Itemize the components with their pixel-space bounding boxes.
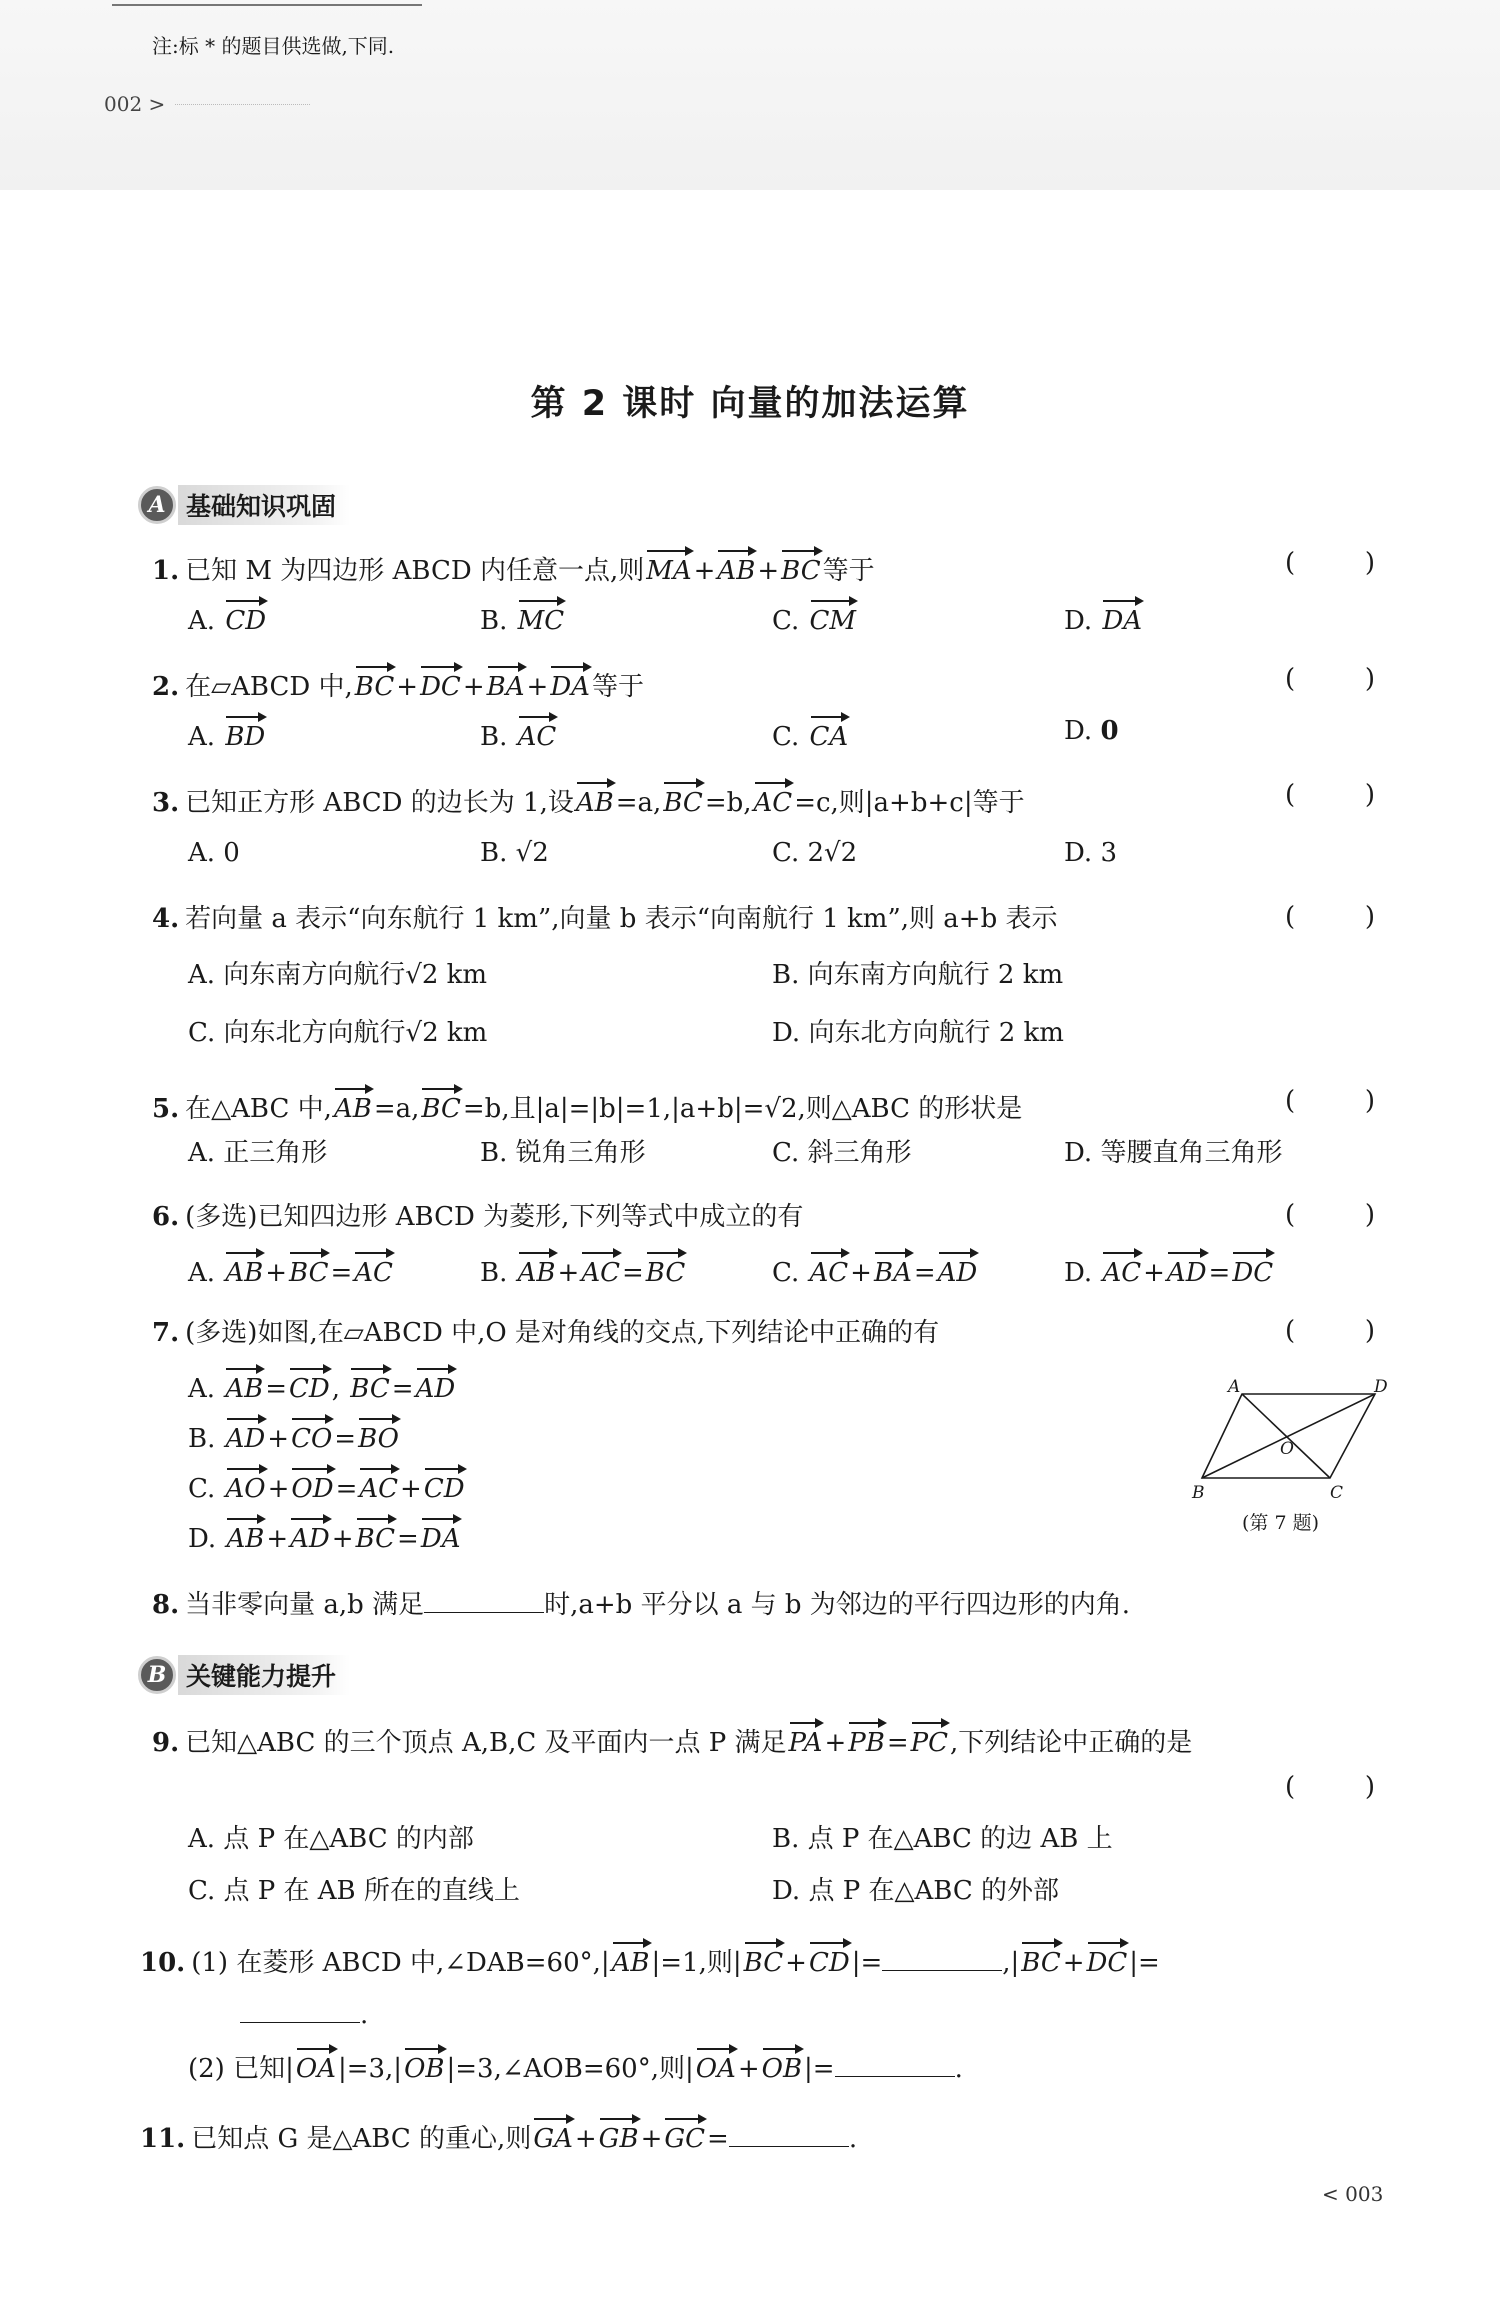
answer-parentheses[interactable]: ( ) xyxy=(1285,780,1375,810)
vector: BC xyxy=(781,548,820,588)
option-b[interactable]: B. AB+AC=BC xyxy=(480,1250,687,1290)
question-6: 6. (多选)已知四边形 ABCD 为菱形,下列等式中成立的有 xyxy=(152,1202,804,1232)
question-10-part-2: (2) 已知|OA|=3,|OB|=3,∠AOB=60°,则|OA+OB|= . xyxy=(188,2046,963,2086)
option-b[interactable]: B. 点 P 在△ABC 的边 AB 上 xyxy=(772,1824,1113,1854)
option-c[interactable]: C. CM xyxy=(772,598,858,638)
label-a: A xyxy=(1228,1378,1241,1397)
option-a[interactable]: A. 正三角形 xyxy=(188,1138,328,1168)
option-c[interactable]: C. AO+OD=AC+CD xyxy=(188,1466,467,1506)
question-2: 2. 在▱ABCD 中,BC+DC+BA+DA等于 xyxy=(152,664,644,704)
answer-blank[interactable] xyxy=(240,2022,360,2023)
option-c[interactable]: C. 斜三角形 xyxy=(772,1138,912,1168)
answer-blank[interactable] xyxy=(882,1970,1002,1971)
figure-caption: (第 7 题) xyxy=(1242,1512,1319,1534)
answer-parentheses[interactable]: ( ) xyxy=(1285,1316,1375,1346)
question-7: 7. (多选)如图,在▱ABCD 中,O 是对角线的交点,下列结论中正确的有 xyxy=(152,1318,940,1348)
option-d[interactable]: D. 等腰直角三角形 xyxy=(1064,1138,1283,1168)
option-b[interactable]: B. AC xyxy=(480,714,558,754)
label-d: D xyxy=(1374,1378,1388,1397)
previous-page-number: 002 > xyxy=(104,92,166,116)
option-d[interactable]: D. 3 xyxy=(1064,838,1117,868)
question-8: 8. 当非零向量 a,b 满足 时,a+b 平分以 a 与 b 为邻边的平行四边形的内角. xyxy=(152,1590,1131,1620)
option-a[interactable]: A. 向东南方向航行√2 km xyxy=(188,960,488,990)
option-a[interactable]: A. AB+BC=AC xyxy=(188,1250,395,1290)
vector: AB xyxy=(717,548,755,588)
section-a-header xyxy=(138,486,350,524)
footnote-text: 注:标 * 的题目供选做,下同. xyxy=(152,34,395,58)
question-9: 9. 已知△ABC 的三个顶点 A,B,C 及平面内一点 P 满足PA+PB=PC,下列结论中正确的是 xyxy=(152,1720,1192,1760)
option-b[interactable]: B. 向东南方向航行 2 km xyxy=(772,960,1064,990)
vector: MA xyxy=(646,548,691,588)
answer-parentheses[interactable]: ( ) xyxy=(1285,664,1375,694)
answer-blank[interactable] xyxy=(424,1612,544,1613)
label-b: B xyxy=(1192,1483,1205,1503)
option-d[interactable]: D. 点 P 在△ABC 的外部 xyxy=(772,1876,1059,1906)
label-o: O xyxy=(1280,1439,1294,1459)
option-c[interactable]: C. 向东北方向航行√2 km xyxy=(188,1018,488,1048)
option-a[interactable]: A. BD xyxy=(188,714,267,754)
option-c[interactable]: C. AC+BA=AD xyxy=(772,1250,979,1290)
section-a-badge: A xyxy=(138,486,176,524)
option-c[interactable]: C. 点 P 在 AB 所在的直线上 xyxy=(188,1876,520,1906)
page-number: < 003 xyxy=(1322,2182,1384,2206)
option-c[interactable]: C. 2√2 xyxy=(772,838,858,868)
question-5: 5. 在△ABC 中,AB=a,BC=b,且|a|=|b|=1,|a+b|=√2,则△ABC 的形状是 xyxy=(152,1086,1022,1126)
answer-parentheses[interactable]: ( ) xyxy=(1285,902,1375,932)
dotted-leader xyxy=(175,104,310,105)
label-c: C xyxy=(1330,1483,1344,1503)
answer-parentheses[interactable]: ( ) xyxy=(1285,548,1375,578)
diagonal-bd xyxy=(1202,1394,1375,1478)
question-11: 11. 已知点 G 是△ABC 的重心,则GA+GB+GC= . xyxy=(140,2116,857,2156)
answer-parentheses[interactable]: ( ) xyxy=(1285,1200,1375,1230)
footnote-rule xyxy=(112,4,422,6)
option-b[interactable]: B. AD+CO=BO xyxy=(188,1416,401,1456)
question-4: 4. 若向量 a 表示“向东航行 1 km”,向量 b 表示“向南航行 1 km”,则 a+b 表示 xyxy=(152,904,1058,934)
parallelogram-figure xyxy=(1190,1378,1390,1518)
answer-blank[interactable] xyxy=(729,2146,849,2147)
option-a[interactable]: A. AB=CD, BC=AD xyxy=(188,1366,457,1406)
answer-parentheses[interactable]: ( ) xyxy=(1285,1772,1375,1802)
option-c[interactable]: C. CA xyxy=(772,714,850,754)
section-a-title: 基础知识巩固 xyxy=(178,485,350,525)
section-b-title: 关键能力提升 xyxy=(178,1655,350,1695)
question-10-blank-continuation: . xyxy=(240,1998,368,2032)
diagonal-ac xyxy=(1242,1394,1330,1478)
option-a[interactable]: A. 0 xyxy=(188,838,240,868)
question-1: 1. 已知 M 为四边形 ABCD 内任意一点,则MA+AB+BC等于 xyxy=(152,548,875,588)
answer-parentheses[interactable]: ( ) xyxy=(1285,1086,1375,1116)
section-b-header xyxy=(138,1656,350,1694)
option-d[interactable]: D. AC+AD=DC xyxy=(1064,1250,1275,1290)
option-d[interactable]: D. 向东北方向航行 2 km xyxy=(772,1018,1064,1048)
option-d[interactable]: D. DA xyxy=(1064,598,1144,638)
question-3: 3. 已知正方形 ABCD 的边长为 1,设AB=a,BC=b,AC=c,则|a+b+c|等于 xyxy=(152,780,1025,820)
section-b-badge: B xyxy=(138,1656,176,1694)
option-d[interactable]: D. 0 xyxy=(1064,716,1119,746)
question-number: 1. xyxy=(152,556,180,586)
page-title: 第 2 课时 向量的加法运算 xyxy=(530,384,970,424)
option-b[interactable]: B. 锐角三角形 xyxy=(480,1138,646,1168)
option-b[interactable]: B. MC xyxy=(480,598,566,638)
question-10-part-1: 10. (1) 在菱形 ABCD 中,∠DAB=60°,|AB|=1,则|BC+CD|= ,|BC+DC|= xyxy=(140,1940,1160,1980)
option-b[interactable]: B. √2 xyxy=(480,838,549,868)
option-a[interactable]: A. CD xyxy=(188,598,268,638)
previous-page-strip xyxy=(0,0,1500,190)
option-d[interactable]: D. AB+AD+BC=DA xyxy=(188,1516,462,1556)
option-a[interactable]: A. 点 P 在△ABC 的内部 xyxy=(188,1824,474,1854)
answer-blank[interactable] xyxy=(835,2076,955,2077)
